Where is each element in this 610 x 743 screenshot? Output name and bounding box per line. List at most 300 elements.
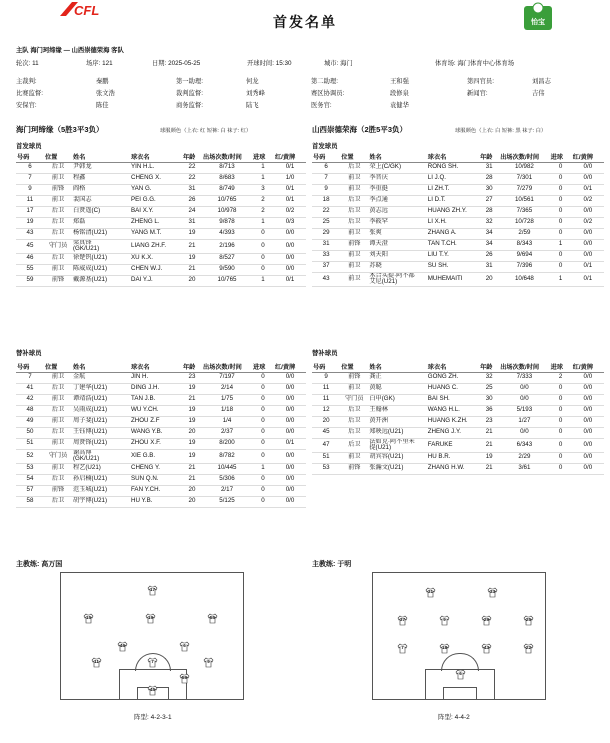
cell-pinyin: ZHOU Z.F bbox=[130, 416, 182, 427]
cell-name: 周贤锋(U21) bbox=[72, 438, 130, 449]
cell-pinyin: FARUKE bbox=[427, 438, 479, 452]
home-starters-table bbox=[16, 152, 306, 287]
cell-name: 孙启楠(U21) bbox=[72, 474, 130, 485]
player-shirt-icon bbox=[481, 615, 492, 626]
cell-pos: 前卫 bbox=[44, 173, 72, 184]
cell-cards: 0/0 bbox=[572, 173, 604, 184]
cell-no: 41 bbox=[16, 383, 44, 394]
table-row bbox=[312, 394, 604, 405]
cell-pinyin: LI J.Q. bbox=[427, 173, 479, 184]
cell-cards: 0/2 bbox=[572, 217, 604, 228]
cell-no: 50 bbox=[16, 427, 44, 438]
table-row bbox=[16, 264, 306, 275]
table-row bbox=[16, 405, 306, 416]
cell-cards: 0/0 bbox=[572, 452, 604, 463]
cell-name: 郑磊 bbox=[72, 217, 130, 228]
table-header-row bbox=[16, 362, 306, 372]
cell-age: 19 bbox=[182, 383, 202, 394]
cell-age: 21 bbox=[182, 394, 202, 405]
shirt-number: 29 bbox=[483, 617, 489, 622]
table-row bbox=[16, 485, 306, 496]
cell-goals: 1 bbox=[550, 239, 572, 250]
cell-pinyin: WANG Y.B. bbox=[130, 427, 182, 438]
cell-cards: 0/1 bbox=[572, 272, 604, 286]
player-shirt-icon bbox=[523, 643, 534, 654]
table-row bbox=[312, 206, 604, 217]
cell-cards: 0/1 bbox=[274, 162, 306, 173]
cell-apps: 2/17 bbox=[202, 485, 252, 496]
cell-goals: 0 bbox=[252, 239, 274, 253]
cell-no: 59 bbox=[16, 275, 44, 286]
cell-name: 李晋庆 bbox=[368, 173, 426, 184]
home-subs-table bbox=[16, 362, 306, 508]
cell-name: 黄聪 bbox=[368, 383, 426, 394]
table-row bbox=[16, 173, 306, 184]
cell-no: 29 bbox=[312, 228, 340, 239]
cell-no: 18 bbox=[312, 195, 340, 206]
match-no: 场序: 121 bbox=[86, 60, 113, 67]
cell-name: 金航 bbox=[72, 372, 130, 383]
cell-cards: 0/1 bbox=[274, 438, 306, 449]
cell-age: 19 bbox=[182, 228, 202, 239]
cell-no: 53 bbox=[312, 463, 340, 474]
cell-no: 46 bbox=[16, 253, 44, 264]
cell-age: 19 bbox=[182, 449, 202, 463]
cell-cards: 0/1 bbox=[274, 275, 306, 286]
cell-apps: 9/694 bbox=[499, 250, 549, 261]
cell-pinyin: HU Y.B. bbox=[130, 496, 182, 507]
away-subs-table bbox=[312, 362, 604, 475]
cell-name: 刘天阳 bbox=[368, 250, 426, 261]
column-header-cards: 红/黄牌 bbox=[274, 152, 306, 162]
table-row bbox=[16, 184, 306, 195]
cell-age: 19 bbox=[182, 438, 202, 449]
cell-goals: 0 bbox=[252, 485, 274, 496]
cell-cards: 0/1 bbox=[274, 184, 306, 195]
cell-cards: 0/3 bbox=[274, 217, 306, 228]
cell-cards: 0/0 bbox=[572, 427, 604, 438]
cell-apps: 10/982 bbox=[499, 162, 549, 173]
player-shirt-icon bbox=[397, 615, 408, 626]
cell-pos: 前卫 bbox=[44, 195, 72, 206]
column-header-goals: 进球 bbox=[550, 362, 572, 372]
cell-name: 白申(GK) bbox=[368, 394, 426, 405]
cell-pos: 后卫 bbox=[44, 206, 72, 217]
player-shirt-icon bbox=[455, 669, 466, 680]
cell-pinyin: XIE G.B. bbox=[130, 449, 182, 463]
cell-pos: 前卫 bbox=[340, 250, 368, 261]
table-row bbox=[312, 452, 604, 463]
cell-pinyin: PEI G.G. bbox=[130, 195, 182, 206]
cell-cards: 0/0 bbox=[274, 253, 306, 264]
cell-no: 51 bbox=[312, 452, 340, 463]
table-row bbox=[16, 217, 306, 228]
away-starters-label: 首发球员 bbox=[312, 143, 338, 150]
table-row bbox=[312, 228, 604, 239]
column-header-no: 号码 bbox=[312, 152, 340, 162]
cell-cards: 0/0 bbox=[572, 383, 604, 394]
cell-cards: 0/0 bbox=[572, 463, 604, 474]
cell-cards: 0/1 bbox=[274, 195, 306, 206]
table-row bbox=[16, 253, 306, 264]
cell-no: 37 bbox=[312, 261, 340, 272]
table-row bbox=[16, 463, 306, 474]
cell-pinyin: YANG M.T. bbox=[130, 228, 182, 239]
cell-age: 21 bbox=[182, 264, 202, 275]
column-header-pos: 位置 bbox=[340, 152, 368, 162]
official-value: 袁健华 bbox=[390, 102, 409, 109]
column-header-age: 年龄 bbox=[479, 362, 499, 372]
cell-apps: 10/765 bbox=[202, 275, 252, 286]
cell-apps: 9/878 bbox=[202, 217, 252, 228]
cell-cards: 0/0 bbox=[572, 162, 604, 173]
logo-text: CFL bbox=[74, 3, 100, 18]
cell-goals: 0 bbox=[550, 463, 572, 474]
cell-pos: 后卫 bbox=[44, 162, 72, 173]
cell-pos: 后卫 bbox=[44, 217, 72, 228]
cell-no: 31 bbox=[312, 239, 340, 250]
cell-name: 张瀚文(U21) bbox=[368, 463, 426, 474]
cell-pinyin: RONG SH. bbox=[427, 162, 479, 173]
table-row bbox=[312, 173, 604, 184]
cell-pinyin: FAN Y.CH. bbox=[130, 485, 182, 496]
cell-apps: 0/0 bbox=[499, 427, 549, 438]
cell-pinyin: MUHEMAITI bbox=[427, 272, 479, 286]
player-shirt-icon bbox=[117, 641, 128, 652]
table-header-row bbox=[312, 152, 604, 162]
cell-apps: 5/125 bbox=[202, 496, 252, 507]
table-row bbox=[16, 394, 306, 405]
cell-apps: 10/978 bbox=[202, 206, 252, 217]
cell-name: 龚正 bbox=[368, 372, 426, 383]
column-header-name: 姓名 bbox=[368, 362, 426, 372]
cell-apps: 8/713 bbox=[202, 162, 252, 173]
cell-apps: 8/200 bbox=[202, 438, 252, 449]
cell-name: 程艺(U21) bbox=[72, 463, 130, 474]
cell-name: 谢高博 (GK/U21) bbox=[72, 449, 130, 463]
cell-goals: 1 bbox=[252, 162, 274, 173]
cell-goals: 1 bbox=[252, 463, 274, 474]
cell-pinyin: TAN T.CH. bbox=[427, 239, 479, 250]
table-header-row bbox=[16, 152, 306, 162]
table-row bbox=[16, 449, 306, 463]
cell-no: 45 bbox=[16, 239, 44, 253]
cell-goals: 0 bbox=[550, 416, 572, 427]
cell-name: 李筱罕 bbox=[368, 217, 426, 228]
cell-name: 阎格 bbox=[72, 184, 130, 195]
cell-apps: 2/59 bbox=[499, 228, 549, 239]
cell-pinyin: CHENG Y. bbox=[130, 463, 182, 474]
cell-name: 木合买提·阿不都 艾尼(U21) bbox=[368, 272, 426, 286]
cell-cards: 0/0 bbox=[274, 463, 306, 474]
cell-pos: 前锋 bbox=[44, 184, 72, 195]
shirt-number: 55 bbox=[209, 615, 215, 620]
cell-pinyin: SU SH. bbox=[427, 261, 479, 272]
cell-pos: 后卫 bbox=[340, 162, 368, 173]
cell-goals: 0 bbox=[252, 253, 274, 264]
player-shirt-icon bbox=[523, 615, 534, 626]
cell-pos: 前锋 bbox=[340, 463, 368, 474]
player-shirt-icon bbox=[91, 657, 102, 668]
shirt-number: 9 bbox=[443, 617, 446, 622]
cell-name: 周子斐(U21) bbox=[72, 416, 130, 427]
home-formation: 阵型: 4-2-3-1 bbox=[134, 714, 172, 721]
table-row bbox=[312, 272, 604, 286]
cell-cards: 0/0 bbox=[572, 239, 604, 250]
cell-age: 32 bbox=[479, 372, 499, 383]
kickoff-time: 开球时间: 15:30 bbox=[247, 60, 292, 67]
cell-apps: 7/197 bbox=[202, 372, 252, 383]
cell-age: 23 bbox=[182, 372, 202, 383]
cell-age: 34 bbox=[479, 228, 499, 239]
cell-apps: 1/4 bbox=[202, 416, 252, 427]
table-header-row bbox=[312, 362, 604, 372]
cell-name: 丁建华(U21) bbox=[72, 383, 130, 394]
cell-goals: 0 bbox=[252, 449, 274, 463]
cell-age: 31 bbox=[182, 217, 202, 228]
away-team-title: 山西崇德荣海（2胜5平3负） bbox=[312, 125, 408, 134]
shirt-number: 19 bbox=[147, 615, 153, 620]
cell-age: 34 bbox=[479, 239, 499, 250]
shirt-number: 43 bbox=[483, 645, 489, 650]
cell-pos: 后卫 bbox=[340, 416, 368, 427]
table-row bbox=[312, 416, 604, 427]
home-starters-label: 首发球员 bbox=[16, 143, 42, 150]
cell-age: 23 bbox=[479, 416, 499, 427]
cell-age: 26 bbox=[479, 250, 499, 261]
sponsor-text: 怡宝 bbox=[531, 18, 545, 26]
column-header-name: 姓名 bbox=[72, 152, 130, 162]
column-header-name: 姓名 bbox=[368, 152, 426, 162]
cell-pos: 前卫 bbox=[340, 272, 368, 286]
cell-name: 李重挺 bbox=[368, 184, 426, 195]
column-header-pinyin: 球衣名 bbox=[427, 362, 479, 372]
cell-name: 王钰博(U21) bbox=[72, 427, 130, 438]
player-shirt-icon bbox=[179, 641, 190, 652]
cell-pinyin: ZHANG A. bbox=[427, 228, 479, 239]
cell-age: 32 bbox=[479, 217, 499, 228]
cell-no: 9 bbox=[16, 184, 44, 195]
official-value: 何龙 bbox=[246, 78, 259, 85]
cell-pos: 前卫 bbox=[44, 438, 72, 449]
official-label: 第二助理: bbox=[311, 78, 338, 85]
cell-no: 20 bbox=[312, 416, 340, 427]
shirt-number: 7 bbox=[401, 645, 404, 650]
cell-apps: 10/445 bbox=[202, 463, 252, 474]
cell-pinyin: HUANG ZH.Y. bbox=[427, 206, 479, 217]
cell-age: 28 bbox=[479, 206, 499, 217]
cell-no: 55 bbox=[16, 264, 44, 275]
cell-name: 郑映远(U21) bbox=[368, 427, 426, 438]
cell-cards: 0/1 bbox=[572, 261, 604, 272]
player-shirt-icon bbox=[481, 643, 492, 654]
official-value: 吉伟 bbox=[532, 90, 545, 97]
column-header-apps: 出场次数/时间 bbox=[499, 362, 549, 372]
cell-pos: 前卫 bbox=[44, 463, 72, 474]
cell-no: 51 bbox=[16, 438, 44, 449]
cell-no: 6 bbox=[312, 162, 340, 173]
official-label: 主裁判: bbox=[16, 78, 37, 85]
cell-pos: 守门员 bbox=[44, 449, 72, 463]
cell-pinyin: LI ZH.T. bbox=[427, 184, 479, 195]
cell-name: 王翰林 bbox=[368, 405, 426, 416]
table-row bbox=[16, 416, 306, 427]
cell-goals: 2 bbox=[252, 206, 274, 217]
cell-age: 27 bbox=[479, 195, 499, 206]
official-label: 安保官: bbox=[16, 102, 37, 109]
cell-goals: 0 bbox=[550, 206, 572, 217]
cell-pinyin: HU B.R. bbox=[427, 452, 479, 463]
cell-cards: 0/2 bbox=[274, 206, 306, 217]
player-shirt-icon bbox=[439, 615, 450, 626]
table-row bbox=[16, 239, 306, 253]
cell-apps: 2/29 bbox=[499, 452, 549, 463]
cell-cards: 0/0 bbox=[274, 416, 306, 427]
table-row bbox=[312, 195, 604, 206]
cell-goals: 1 bbox=[252, 173, 274, 184]
player-shirt-icon bbox=[147, 685, 158, 696]
cell-cards: 0/0 bbox=[274, 474, 306, 485]
player-shirt-icon bbox=[439, 643, 450, 654]
table-row bbox=[312, 405, 604, 416]
official-label: 新闻官: bbox=[467, 90, 488, 97]
cell-name: 黄志远 bbox=[368, 206, 426, 217]
column-header-goals: 进球 bbox=[252, 362, 274, 372]
cell-apps: 1/27 bbox=[499, 416, 549, 427]
cell-goals: 1 bbox=[550, 272, 572, 286]
table-row bbox=[16, 195, 306, 206]
cell-goals: 2 bbox=[550, 372, 572, 383]
cell-pos: 前锋 bbox=[340, 239, 368, 250]
cell-age: 21 bbox=[182, 463, 202, 474]
cell-age: 36 bbox=[479, 405, 499, 416]
away-formation-pitch bbox=[372, 572, 546, 700]
cell-goals: 0 bbox=[252, 474, 274, 485]
home-subs-label: 替补球员 bbox=[16, 350, 42, 357]
cell-name: 胡宾容(U21) bbox=[368, 452, 426, 463]
cell-name: 杨铭清(U21) bbox=[72, 228, 130, 239]
cell-age: 31 bbox=[479, 162, 499, 173]
cell-cards: 0/0 bbox=[274, 372, 306, 383]
shirt-number: 6 bbox=[459, 671, 462, 676]
cell-pos: 守门员 bbox=[44, 239, 72, 253]
page-title: 首发名单 bbox=[273, 14, 337, 30]
official-label: 第四官员: bbox=[467, 78, 494, 85]
column-header-age: 年龄 bbox=[182, 152, 202, 162]
cell-pinyin: TAN J.B. bbox=[130, 394, 182, 405]
cell-pos: 前卫 bbox=[340, 228, 368, 239]
cell-pos: 守门员 bbox=[340, 394, 368, 405]
cell-no: 48 bbox=[16, 405, 44, 416]
player-shirt-icon bbox=[487, 587, 498, 598]
cell-apps: 7/365 bbox=[499, 206, 549, 217]
cell-cards: 0/0 bbox=[274, 228, 306, 239]
official-value: 段修泉 bbox=[390, 90, 409, 97]
shirt-number: 9 bbox=[207, 659, 210, 664]
cell-age: 21 bbox=[182, 474, 202, 485]
cell-pinyin: YIN H.L. bbox=[130, 162, 182, 173]
shirt-number: 25 bbox=[525, 617, 531, 622]
cell-name: 戴源基(U21) bbox=[72, 275, 130, 286]
column-header-no: 号码 bbox=[16, 152, 44, 162]
match-teams: 主队 海门珂缔缘 — 山西崇德荣海 客队 bbox=[16, 47, 124, 54]
shirt-number: 11 bbox=[94, 659, 99, 664]
cell-no: 7 bbox=[312, 173, 340, 184]
column-header-pinyin: 球衣名 bbox=[130, 362, 182, 372]
cell-goals: 2 bbox=[252, 195, 274, 206]
player-shirt-icon bbox=[179, 673, 190, 684]
cell-pos: 后卫 bbox=[44, 253, 72, 264]
cell-no: 12 bbox=[312, 405, 340, 416]
cell-age: 21 bbox=[182, 239, 202, 253]
player-shirt-icon bbox=[147, 657, 158, 668]
shirt-number: 15 bbox=[85, 615, 91, 620]
cell-apps: 8/683 bbox=[202, 173, 252, 184]
cell-cards: 0/0 bbox=[274, 239, 306, 253]
table-row bbox=[16, 162, 306, 173]
cell-age: 20 bbox=[182, 485, 202, 496]
column-header-name: 姓名 bbox=[72, 362, 130, 372]
column-header-cards: 红/黄牌 bbox=[572, 362, 604, 372]
cell-no: 47 bbox=[312, 438, 340, 452]
cell-cards: 0/0 bbox=[572, 206, 604, 217]
official-value: 秦鹏 bbox=[96, 78, 109, 85]
official-label: 医务官: bbox=[311, 102, 332, 109]
player-shirt-icon bbox=[425, 587, 436, 598]
cell-pinyin: LI D.T. bbox=[427, 195, 479, 206]
cell-age: 21 bbox=[479, 427, 499, 438]
cell-goals: 0 bbox=[252, 372, 274, 383]
cell-goals: 0 bbox=[550, 452, 572, 463]
cell-goals: 0 bbox=[252, 438, 274, 449]
cell-pinyin: DAI Y.J. bbox=[130, 275, 182, 286]
column-header-apps: 出场次数/时间 bbox=[202, 152, 252, 162]
cell-apps: 8/749 bbox=[202, 184, 252, 195]
official-label: 裁判监督: bbox=[176, 90, 203, 97]
cell-goals: 1 bbox=[252, 275, 274, 286]
cell-apps: 7/279 bbox=[499, 184, 549, 195]
cell-name: 法如克·阿不里米 提(U21) bbox=[368, 438, 426, 452]
cell-pinyin: CHENG X. bbox=[130, 173, 182, 184]
shirt-number: 22 bbox=[525, 645, 531, 650]
cell-age: 20 bbox=[182, 427, 202, 438]
official-value: 陈佳 bbox=[96, 102, 109, 109]
cell-cards: 0/0 bbox=[274, 427, 306, 438]
cell-apps: 9/590 bbox=[202, 264, 252, 275]
cell-cards: 0/0 bbox=[572, 405, 604, 416]
cell-name: 黄开洲 bbox=[368, 416, 426, 427]
table-row bbox=[16, 228, 306, 239]
cell-apps: 7/396 bbox=[499, 261, 549, 272]
table-row bbox=[312, 438, 604, 452]
cell-apps: 10/648 bbox=[499, 272, 549, 286]
cell-name: 胡宇博(U21) bbox=[72, 496, 130, 507]
cell-name: 苏晓 bbox=[368, 261, 426, 272]
cell-goals: 0 bbox=[550, 184, 572, 195]
cell-goals: 0 bbox=[550, 250, 572, 261]
table-row bbox=[16, 206, 306, 217]
cell-pinyin: JIN H. bbox=[130, 372, 182, 383]
table-row bbox=[312, 184, 604, 195]
cell-age: 28 bbox=[479, 173, 499, 184]
cell-no: 57 bbox=[16, 485, 44, 496]
cell-goals: 0 bbox=[550, 162, 572, 173]
column-header-pos: 位置 bbox=[44, 152, 72, 162]
official-label: 商务监督: bbox=[176, 102, 203, 109]
cell-apps: 0/0 bbox=[499, 394, 549, 405]
cell-age: 31 bbox=[479, 261, 499, 272]
cell-pinyin: ZHANG H.W. bbox=[427, 463, 479, 474]
